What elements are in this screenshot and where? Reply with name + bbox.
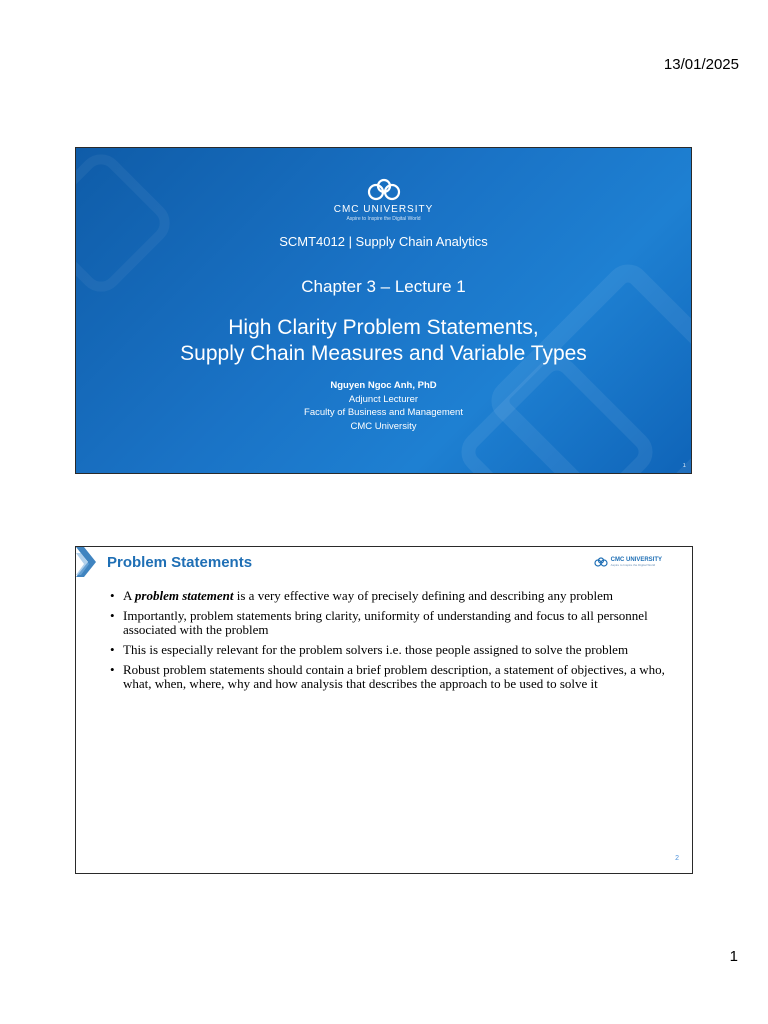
slide-number: 2 bbox=[675, 855, 679, 862]
logo-name: CMC UNIVERSITY bbox=[610, 557, 662, 563]
author-university: CMC University bbox=[350, 420, 417, 432]
author-faculty: Faculty of Business and Management bbox=[304, 407, 463, 418]
logo-tagline: Aspire to Inspire the Digital World bbox=[610, 563, 656, 567]
lecture-title-line2: Supply Chain Measures and Variable Types bbox=[180, 342, 587, 365]
logo-name: CMC UNIVERSITY bbox=[333, 204, 434, 215]
list-item: • Robust problem statements should contain a brief problem description, a statement of objectives, a who, what, when, where, why and how analysis that describes the approach to be used to solve it bbox=[110, 663, 670, 691]
chevron-right-icon bbox=[76, 547, 102, 581]
bullet-list bbox=[110, 589, 670, 697]
content-slide bbox=[75, 546, 693, 874]
list-item bbox=[110, 589, 670, 603]
author-name: Nguyen Ngoc Anh, PhD bbox=[330, 380, 437, 391]
bullet-emphasis: problem statement bbox=[134, 588, 234, 603]
course-title: SCMT4012 | Supply Chain Analytics bbox=[279, 234, 488, 249]
document-date: 13/01/2025 bbox=[663, 56, 739, 73]
lecture-title-line1: High Clarity Problem Statements, bbox=[228, 316, 539, 339]
slide-title: Problem Statements bbox=[107, 554, 253, 571]
university-logo-small bbox=[593, 557, 662, 567]
list-item: • This is especially relevant for the problem solvers i.e. those people assigned to solve the problem bbox=[110, 643, 670, 657]
page-number: 1 bbox=[729, 948, 738, 965]
cmc-logo-icon bbox=[364, 178, 404, 202]
logo-tagline: Aspire to Inspire the Digital World bbox=[346, 216, 421, 222]
lecture-title bbox=[76, 315, 691, 367]
author-role: Adjunct Lecturer bbox=[348, 393, 419, 405]
title-slide bbox=[75, 147, 692, 474]
chapter-title: Chapter 3 – Lecture 1 bbox=[301, 277, 466, 296]
bullet-text-rest: is a very effective way of precisely defining and describing any problem bbox=[233, 588, 614, 603]
author-block bbox=[76, 379, 691, 433]
list-item: • Importantly, problem statements bring clarity, uniformity of understanding and focus to all personnel associated with the problem bbox=[110, 609, 670, 637]
bullet-text-prefix: A bbox=[123, 588, 135, 603]
cmc-logo-icon bbox=[593, 557, 609, 567]
university-logo bbox=[76, 178, 691, 222]
slide-number: 1 bbox=[682, 463, 686, 469]
